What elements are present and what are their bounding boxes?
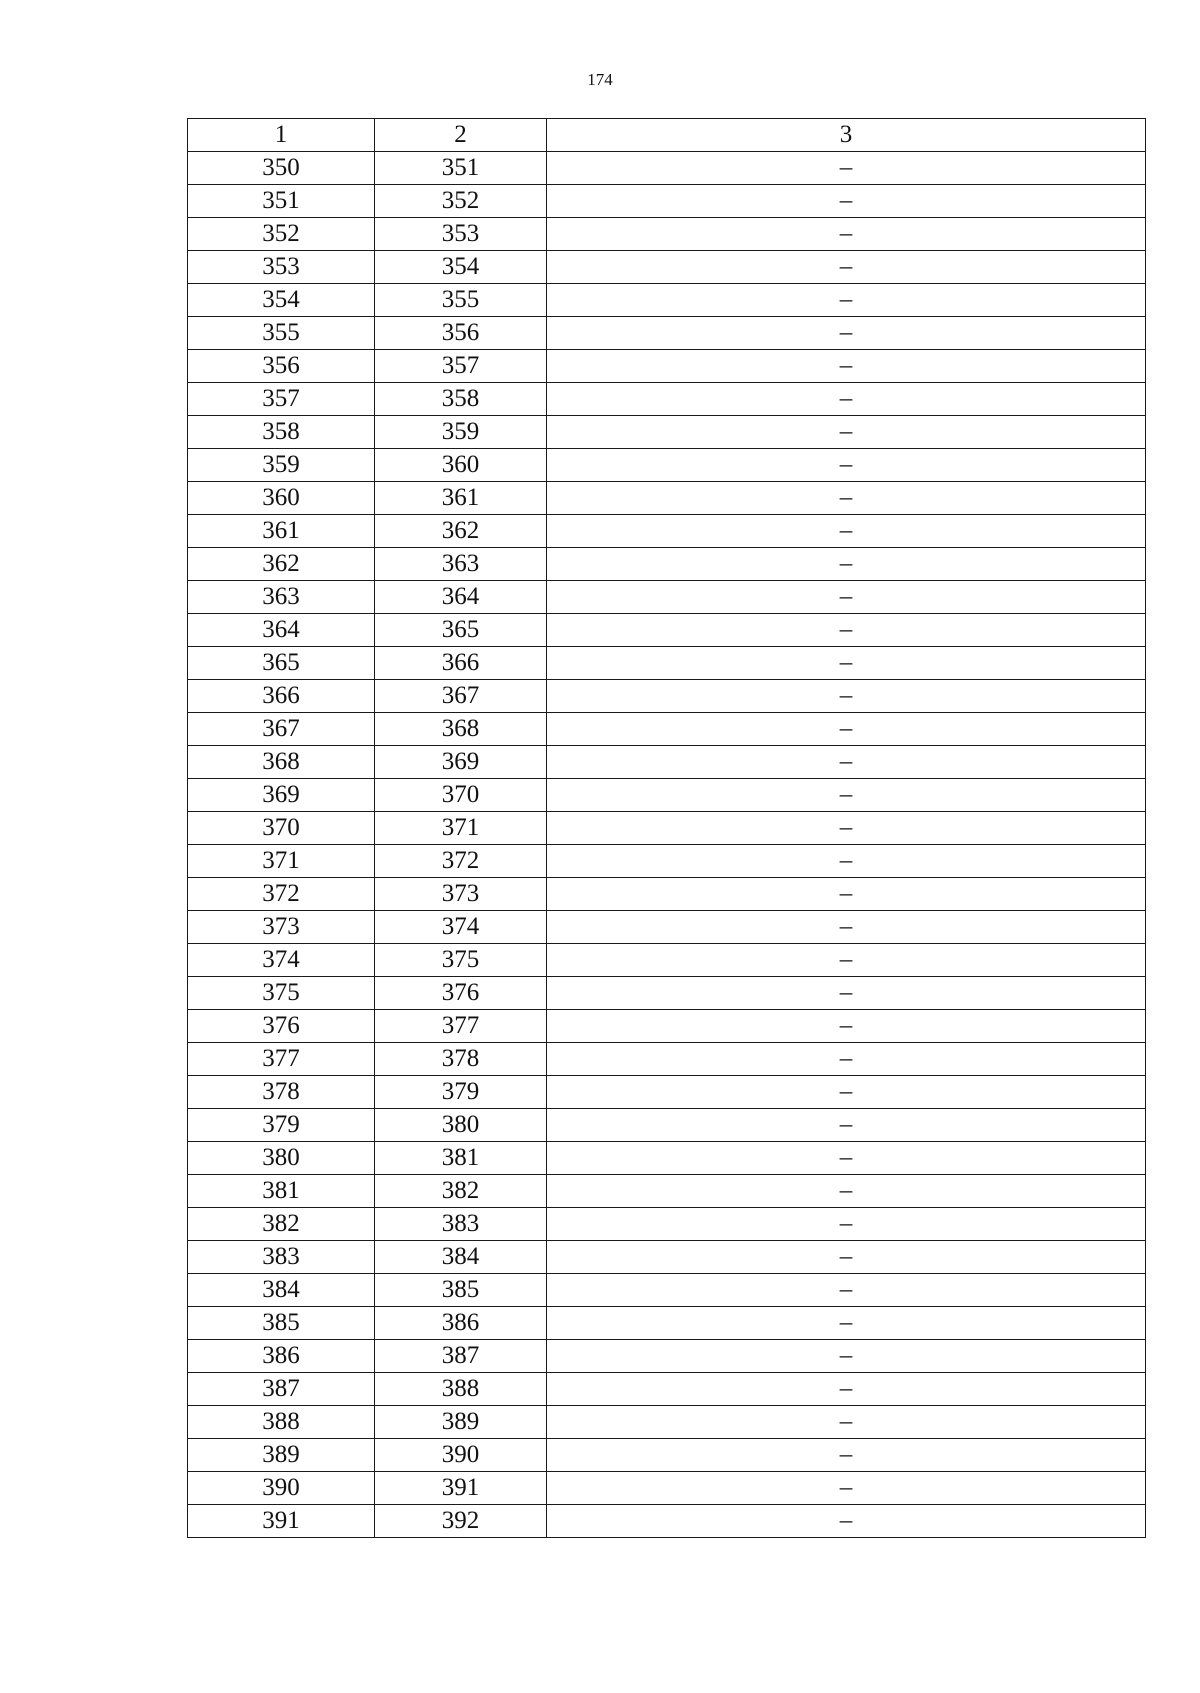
table-row: [188, 713, 1146, 746]
table-row: [188, 1076, 1146, 1109]
table-cell-col-1: 388: [188, 1406, 375, 1439]
table-row: [188, 1340, 1146, 1373]
table-cell-col-2: 372: [375, 845, 547, 878]
table-cell-col-3: –: [547, 1505, 1146, 1538]
table-cell-col-2: 370: [375, 779, 547, 812]
table-cell-col-3: –: [547, 383, 1146, 416]
table-cell-col-1: 376: [188, 1010, 375, 1043]
table-cell-col-3: –: [547, 152, 1146, 185]
table-cell-col-2: 365: [375, 614, 547, 647]
table-row: [188, 1142, 1146, 1175]
column-header-2: 2: [375, 119, 547, 152]
table-row: [188, 317, 1146, 350]
table-cell-col-1: 382: [188, 1208, 375, 1241]
table-cell-col-1: 351: [188, 185, 375, 218]
table-cell-col-2: 368: [375, 713, 547, 746]
table-cell-col-2: 379: [375, 1076, 547, 1109]
table-cell-col-1: 362: [188, 548, 375, 581]
table-row: [188, 482, 1146, 515]
table-cell-col-1: 366: [188, 680, 375, 713]
table-cell-col-1: 383: [188, 1241, 375, 1274]
table-cell-col-3: –: [547, 515, 1146, 548]
table-cell-col-2: 387: [375, 1340, 547, 1373]
table-row: [188, 1241, 1146, 1274]
table-cell-col-1: 353: [188, 251, 375, 284]
table-body: [188, 152, 1146, 1538]
table-cell-col-2: 374: [375, 911, 547, 944]
table-cell-col-1: 358: [188, 416, 375, 449]
table-cell-col-3: –: [547, 911, 1146, 944]
table-row: [188, 416, 1146, 449]
table-row: [188, 251, 1146, 284]
table-cell-col-2: 371: [375, 812, 547, 845]
table-cell-col-3: –: [547, 284, 1146, 317]
table-cell-col-1: 355: [188, 317, 375, 350]
table-cell-col-2: 378: [375, 1043, 547, 1076]
table-row: [188, 614, 1146, 647]
table-row: [188, 581, 1146, 614]
table-cell-col-1: 369: [188, 779, 375, 812]
table-row: [188, 449, 1146, 482]
table-cell-col-3: –: [547, 185, 1146, 218]
table-cell-col-1: 390: [188, 1472, 375, 1505]
table-cell-col-2: 373: [375, 878, 547, 911]
table-cell-col-2: 383: [375, 1208, 547, 1241]
table-cell-col-1: 367: [188, 713, 375, 746]
table-cell-col-2: 366: [375, 647, 547, 680]
table-cell-col-2: 363: [375, 548, 547, 581]
table-cell-col-3: –: [547, 581, 1146, 614]
table-row: [188, 944, 1146, 977]
table-cell-col-2: 359: [375, 416, 547, 449]
table-cell-col-2: 380: [375, 1109, 547, 1142]
table-row: [188, 515, 1146, 548]
table-cell-col-1: 374: [188, 944, 375, 977]
table-row: [188, 779, 1146, 812]
table-row: [188, 647, 1146, 680]
table-header-row: [188, 119, 1146, 152]
table-row: [188, 911, 1146, 944]
table-cell-col-2: 392: [375, 1505, 547, 1538]
table-cell-col-3: –: [547, 317, 1146, 350]
table-cell-col-3: –: [547, 845, 1146, 878]
table-cell-col-2: 352: [375, 185, 547, 218]
table-cell-col-3: –: [547, 614, 1146, 647]
table-row: [188, 845, 1146, 878]
table-cell-col-3: –: [547, 944, 1146, 977]
table-cell-col-2: 362: [375, 515, 547, 548]
table-cell-col-1: 378: [188, 1076, 375, 1109]
table-cell-col-3: –: [547, 218, 1146, 251]
table-cell-col-1: 361: [188, 515, 375, 548]
table-cell-col-3: –: [547, 1208, 1146, 1241]
table-cell-col-2: 390: [375, 1439, 547, 1472]
table-cell-col-1: 360: [188, 482, 375, 515]
table-cell-col-3: –: [547, 251, 1146, 284]
table-row: [188, 1472, 1146, 1505]
table-row: [188, 152, 1146, 185]
table-cell-col-2: 355: [375, 284, 547, 317]
table-row: [188, 977, 1146, 1010]
table-row: [188, 680, 1146, 713]
table-cell-col-3: –: [547, 779, 1146, 812]
table-cell-col-3: –: [547, 977, 1146, 1010]
table-cell-col-1: 354: [188, 284, 375, 317]
table-cell-col-2: 381: [375, 1142, 547, 1175]
table-cell-col-1: 375: [188, 977, 375, 1010]
table-cell-col-1: 363: [188, 581, 375, 614]
column-header-1: 1: [188, 119, 375, 152]
table-row: [188, 284, 1146, 317]
table-cell-col-3: –: [547, 1142, 1146, 1175]
table-cell-col-3: –: [547, 680, 1146, 713]
table-row: [188, 383, 1146, 416]
table-cell-col-3: –: [547, 1274, 1146, 1307]
table-cell-col-1: 357: [188, 383, 375, 416]
table-cell-col-1: 387: [188, 1373, 375, 1406]
table-cell-col-1: 379: [188, 1109, 375, 1142]
table-cell-col-1: 359: [188, 449, 375, 482]
table-row: [188, 812, 1146, 845]
table-cell-col-3: –: [547, 1340, 1146, 1373]
table-cell-col-3: –: [547, 1076, 1146, 1109]
table-row: [188, 185, 1146, 218]
table-cell-col-3: –: [547, 1307, 1146, 1340]
table-cell-col-1: 364: [188, 614, 375, 647]
table-row: [188, 1373, 1146, 1406]
table-row: [188, 878, 1146, 911]
data-table: [187, 118, 1146, 1538]
table-cell-col-2: 389: [375, 1406, 547, 1439]
table-cell-col-3: –: [547, 350, 1146, 383]
table-row: [188, 1505, 1146, 1538]
table-row: [188, 1406, 1146, 1439]
table-row: [188, 548, 1146, 581]
table-row: [188, 218, 1146, 251]
page-number: 174: [587, 70, 613, 89]
table-row: [188, 1010, 1146, 1043]
table-cell-col-2: 377: [375, 1010, 547, 1043]
table-cell-col-3: –: [547, 449, 1146, 482]
table-cell-col-2: 388: [375, 1373, 547, 1406]
table-cell-col-2: 364: [375, 581, 547, 614]
table-cell-col-1: 356: [188, 350, 375, 383]
table-cell-col-1: 373: [188, 911, 375, 944]
table-cell-col-2: 367: [375, 680, 547, 713]
table-cell-col-3: –: [547, 812, 1146, 845]
table-cell-col-2: 360: [375, 449, 547, 482]
table-cell-col-1: 385: [188, 1307, 375, 1340]
table-cell-col-3: –: [547, 548, 1146, 581]
table-cell-col-2: 361: [375, 482, 547, 515]
table-cell-col-3: –: [547, 1043, 1146, 1076]
table-cell-col-2: 351: [375, 152, 547, 185]
table-cell-col-2: 375: [375, 944, 547, 977]
table-cell-col-1: 365: [188, 647, 375, 680]
table-cell-col-1: 386: [188, 1340, 375, 1373]
table-cell-col-2: 391: [375, 1472, 547, 1505]
column-header-3: 3: [547, 119, 1146, 152]
table-cell-col-3: –: [547, 1472, 1146, 1505]
table-row: [188, 1274, 1146, 1307]
table-cell-col-3: –: [547, 746, 1146, 779]
table-cell-col-1: 368: [188, 746, 375, 779]
table-cell-col-2: 385: [375, 1274, 547, 1307]
table-cell-col-3: –: [547, 713, 1146, 746]
table-cell-col-2: 358: [375, 383, 547, 416]
table-row: [188, 1439, 1146, 1472]
table-cell-col-1: 352: [188, 218, 375, 251]
table-cell-col-1: 389: [188, 1439, 375, 1472]
table-row: [188, 1109, 1146, 1142]
table-cell-col-3: –: [547, 1241, 1146, 1274]
table-cell-col-3: –: [547, 1109, 1146, 1142]
table-cell-col-2: 354: [375, 251, 547, 284]
table-cell-col-3: –: [547, 1439, 1146, 1472]
table-cell-col-3: –: [547, 878, 1146, 911]
table-cell-col-3: –: [547, 1010, 1146, 1043]
table-cell-col-2: 384: [375, 1241, 547, 1274]
table-row: [188, 1208, 1146, 1241]
table-cell-col-1: 391: [188, 1505, 375, 1538]
table-cell-col-1: 370: [188, 812, 375, 845]
table-cell-col-1: 372: [188, 878, 375, 911]
table-row: [188, 350, 1146, 383]
table-cell-col-2: 382: [375, 1175, 547, 1208]
table-cell-col-1: 381: [188, 1175, 375, 1208]
table-cell-col-3: –: [547, 1175, 1146, 1208]
table-cell-col-3: –: [547, 416, 1146, 449]
table-cell-col-1: 384: [188, 1274, 375, 1307]
table-cell-col-3: –: [547, 647, 1146, 680]
table-row: [188, 1307, 1146, 1340]
table-cell-col-1: 380: [188, 1142, 375, 1175]
table-row: [188, 746, 1146, 779]
table-row: [188, 1175, 1146, 1208]
table-cell-col-2: 369: [375, 746, 547, 779]
table-cell-col-2: 353: [375, 218, 547, 251]
table-cell-col-3: –: [547, 1406, 1146, 1439]
table-cell-col-2: 357: [375, 350, 547, 383]
table-cell-col-2: 376: [375, 977, 547, 1010]
table-row: [188, 1043, 1146, 1076]
table-cell-col-3: –: [547, 1373, 1146, 1406]
table-cell-col-3: –: [547, 482, 1146, 515]
table-cell-col-2: 356: [375, 317, 547, 350]
table-cell-col-1: 377: [188, 1043, 375, 1076]
table-cell-col-1: 371: [188, 845, 375, 878]
table-cell-col-2: 386: [375, 1307, 547, 1340]
table-cell-col-1: 350: [188, 152, 375, 185]
